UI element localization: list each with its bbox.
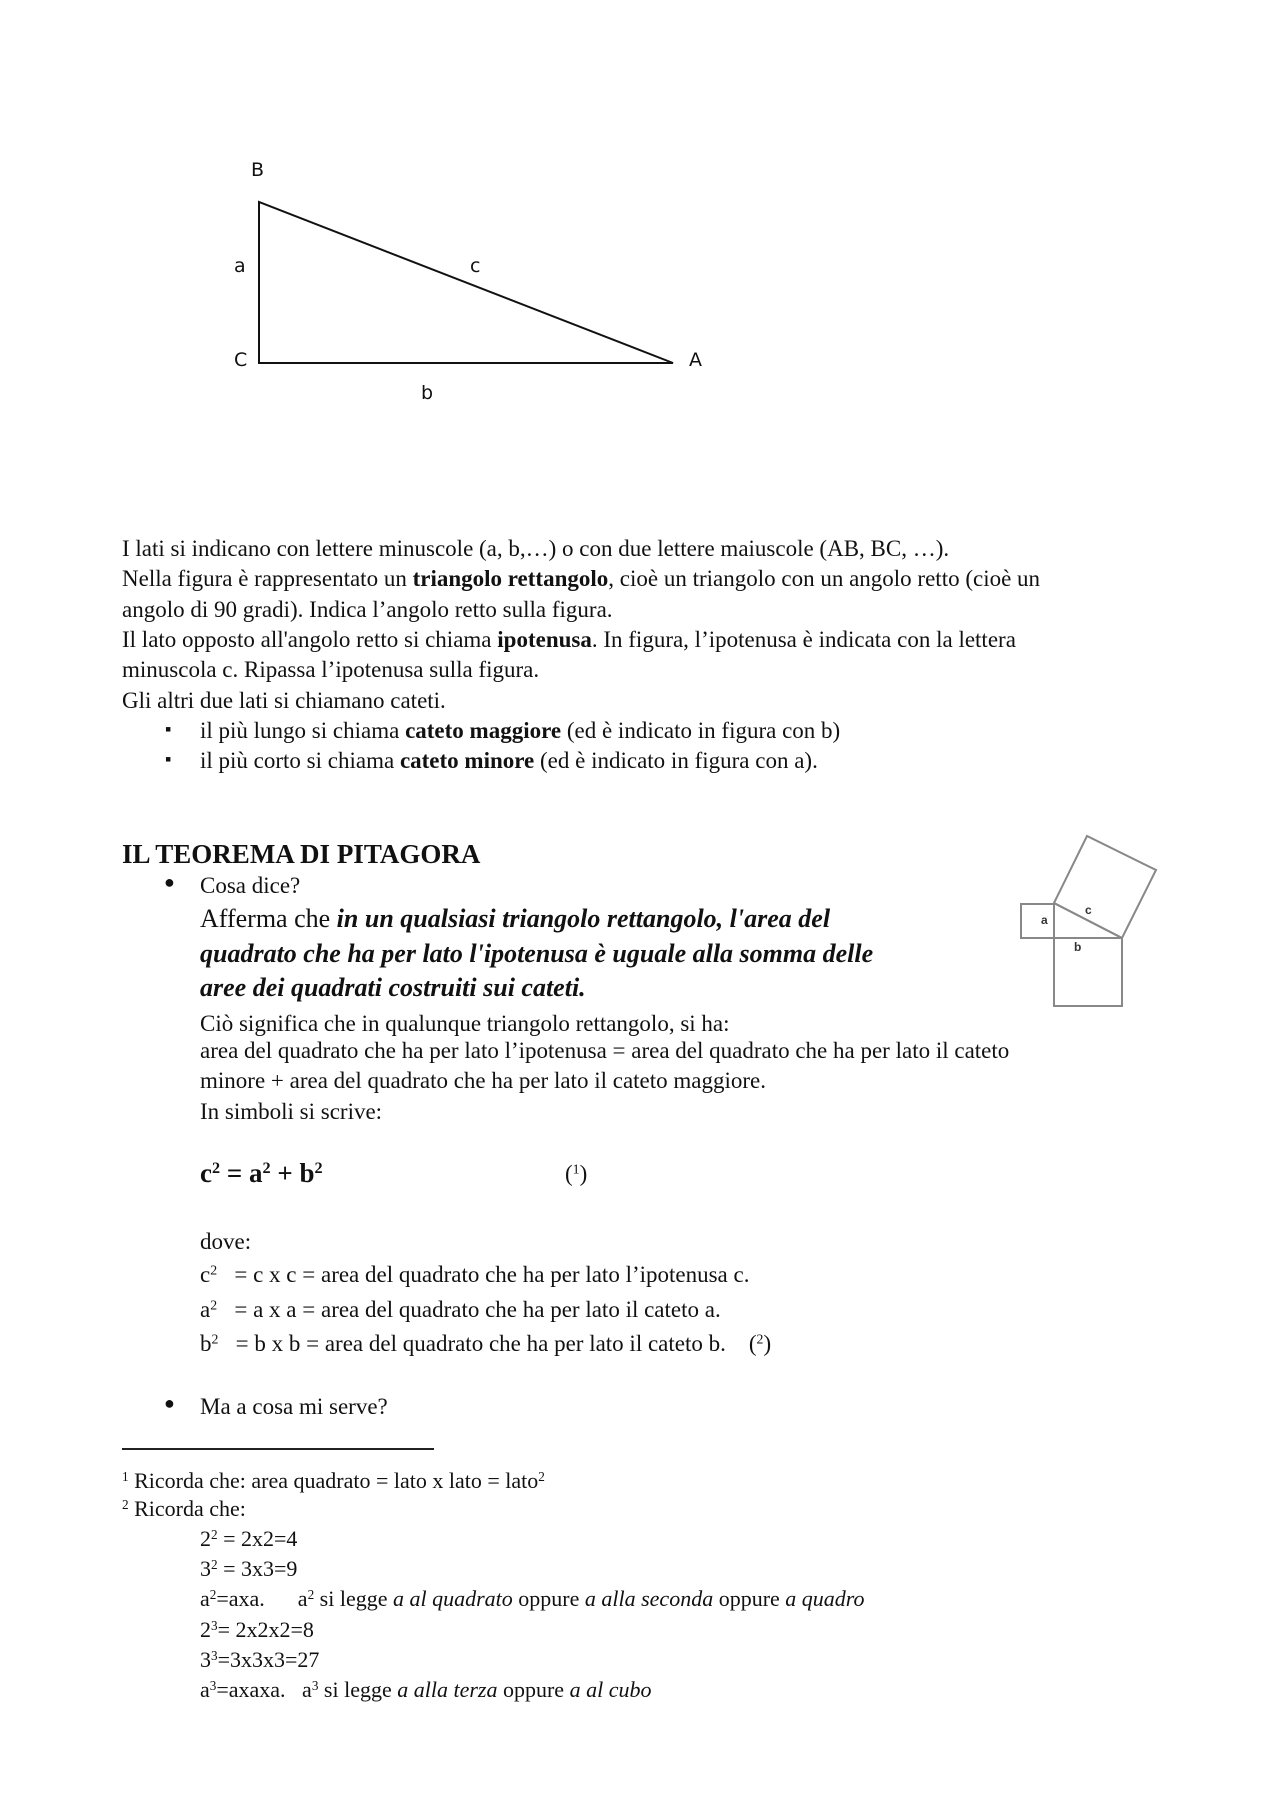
text-segment: 2 <box>210 1297 218 1313</box>
text-segment: 2 <box>209 1586 217 1602</box>
text-segment: oppure <box>713 1586 786 1611</box>
text-segment: = 2x2=4 <box>217 1526 298 1551</box>
vertex-label-c: C <box>234 349 248 371</box>
text-segment: 3 <box>211 1647 218 1663</box>
text-line <box>200 1098 382 1126</box>
text-segment: Gli altri due lati si chiamano cateti. <box>122 688 446 713</box>
text-segment: 2 <box>314 1159 323 1178</box>
text-segment: 3 <box>211 1617 218 1633</box>
text-segment: =3x3x3=27 <box>217 1647 320 1672</box>
text-segment: c <box>200 1158 212 1188</box>
text-segment: quadrato che ha per lato l'ipotenusa è uguale alla somma delle <box>200 939 874 968</box>
side-label-c: c <box>470 255 481 277</box>
text-segment: c <box>200 1262 211 1287</box>
text-segment: cateto minore <box>399 748 535 773</box>
text-segment: = 2x2x2=8 <box>217 1617 314 1642</box>
text-segment: Ciò significa che in qualunque triangolo rettangolo, si ha: <box>200 1011 730 1036</box>
text-segment: il più corto si chiama <box>200 748 400 773</box>
text-segment: 3 <box>209 1677 217 1693</box>
text-segment: 2 <box>211 1159 221 1178</box>
text-segment: oppure <box>497 1677 570 1702</box>
text-segment: a quadro <box>785 1586 865 1611</box>
text-segment: = c x c = area del quadrato che ha per lato l’ipotenusa c. <box>217 1262 750 1287</box>
bullet-icon: ● <box>164 872 175 892</box>
definition-line <box>200 1296 721 1324</box>
text-segment: (ed è indicato in figura con b) <box>561 718 841 743</box>
text-segment: triangolo rettangolo <box>412 566 609 591</box>
text-segment: cateto maggiore <box>405 718 562 743</box>
text-segment: si legge <box>314 1586 393 1611</box>
text-segment: area del quadrato che ha per lato l’ipotenusa = area del quadrato che ha per lato il cateto <box>200 1038 1010 1063</box>
text-segment: a <box>200 1586 210 1611</box>
text-segment: = 3x3=9 <box>217 1556 298 1581</box>
footnote <box>122 1467 545 1495</box>
text-segment: angolo di 90 gradi). Indica l’angolo retto sulla figura. <box>122 597 613 622</box>
text-segment: Ricorda che: area quadrato = lato x lato = lato <box>128 1468 539 1493</box>
text-segment: 2 <box>200 1526 211 1551</box>
text-segment: il più lungo si chiama <box>200 718 406 743</box>
text-segment: a alla seconda <box>584 1586 714 1611</box>
footnote-separator <box>122 1448 434 1450</box>
text-segment: 3 <box>200 1647 211 1672</box>
text-segment: ) <box>763 1331 772 1356</box>
text-segment: ) <box>579 1161 588 1186</box>
text-segment: , cioè un triangolo con un angolo retto (cioè un <box>608 566 1041 591</box>
footnote-example <box>200 1585 865 1613</box>
text-segment: ( <box>565 1161 573 1186</box>
dove-label: dove: <box>200 1229 252 1254</box>
text-segment: minore + area del quadrato che ha per lato il cateto maggiore. <box>200 1068 766 1093</box>
square-bullet-icon: ▪ <box>165 749 172 769</box>
text-segment: 2 <box>262 1159 271 1178</box>
section-title: IL TEOREMA DI PITAGORA <box>122 839 481 869</box>
vertex-label-a: A <box>689 349 702 371</box>
text-segment: 2 <box>211 1556 218 1572</box>
text-segment: Afferma che <box>200 904 337 933</box>
text-segment: b <box>200 1331 212 1356</box>
text-segment: oppure <box>512 1586 585 1611</box>
text-segment: =axa. a <box>216 1586 308 1611</box>
text-segment: a <box>200 1297 211 1322</box>
text-segment: Nella figura è rappresentato un <box>122 566 413 591</box>
text-segment: 2 <box>122 1496 129 1512</box>
text-segment: = a x a = area del quadrato che ha per lato il cateto a. <box>217 1297 721 1322</box>
text-segment: ipotenusa <box>497 627 592 652</box>
footnote-example <box>200 1646 319 1674</box>
text-segment: 3 <box>311 1677 319 1693</box>
footnote <box>122 1495 246 1523</box>
text-segment: 2 <box>210 1262 218 1278</box>
text-segment: si legge <box>318 1677 398 1702</box>
text-segment: 1 <box>122 1468 129 1484</box>
text-segment: 2 <box>538 1468 545 1484</box>
footnote-example <box>200 1676 651 1704</box>
text-segment: 3 <box>200 1556 211 1581</box>
bullet-icon: ● <box>164 1393 175 1413</box>
side-label-a: a <box>234 255 246 277</box>
text-segment: a al cubo <box>569 1677 652 1702</box>
question-cosa-dice: Cosa dice? <box>200 873 301 898</box>
vertex-label-b: B <box>251 159 265 181</box>
text-segment: a <box>200 1677 210 1702</box>
text-segment: + b <box>270 1158 315 1188</box>
definition-line <box>200 1261 749 1289</box>
text-segment: =axaxa. a <box>216 1677 312 1702</box>
text-segment: I lati si indicano con lettere minuscole (a, b,…) o con due lettere maiuscole (AB, BC, …). <box>122 536 950 561</box>
pythagoras-formula <box>200 1156 323 1190</box>
text-segment: aree dei quadrati costruiti sui cateti. <box>200 973 586 1002</box>
text-segment: (ed è indicato in figura con a). <box>534 748 818 773</box>
text-segment: a al quadrato <box>392 1586 513 1611</box>
question-a-cosa-serve: Ma a cosa mi serve? <box>200 1394 388 1419</box>
footnote-example <box>200 1525 297 1553</box>
square-bullet-icon: ▪ <box>165 719 172 739</box>
text-segment: in un qualsiasi triangolo rettangolo, l'area del <box>336 904 831 933</box>
text-segment: 2 <box>211 1526 218 1542</box>
text-segment: 2 <box>307 1586 315 1602</box>
text-segment: a alla terza <box>397 1677 498 1702</box>
fig-label-b: b <box>1074 940 1082 954</box>
fig-label-c: c <box>1085 903 1092 917</box>
text-segment: Il lato opposto all'angolo retto si chiama <box>122 627 498 652</box>
text-segment: minuscola c. Ripassa l’ipotenusa sulla figura. <box>122 657 540 682</box>
fig-label-a: a <box>1041 913 1048 927</box>
footnote-ref-1 <box>565 1160 587 1188</box>
side-label-b: b <box>421 382 434 404</box>
footnote-example <box>200 1555 297 1583</box>
text-segment: = a <box>220 1158 263 1188</box>
text-segment: 2 <box>200 1617 211 1642</box>
text-segment: In simboli si scrive: <box>200 1099 383 1124</box>
text-segment: 2 <box>756 1331 764 1347</box>
text-segment: Ricorda che: <box>128 1496 246 1521</box>
text-segment: 2 <box>211 1331 219 1347</box>
footnote-example <box>200 1616 314 1644</box>
text-segment: . In figura, l’ipotenusa è indicata con la lettera <box>591 627 1016 652</box>
text-segment: 1 <box>572 1161 580 1177</box>
text-segment: = b x b = area del quadrato che ha per lato il cateto b. ( <box>218 1331 757 1356</box>
definition-line <box>200 1330 771 1358</box>
